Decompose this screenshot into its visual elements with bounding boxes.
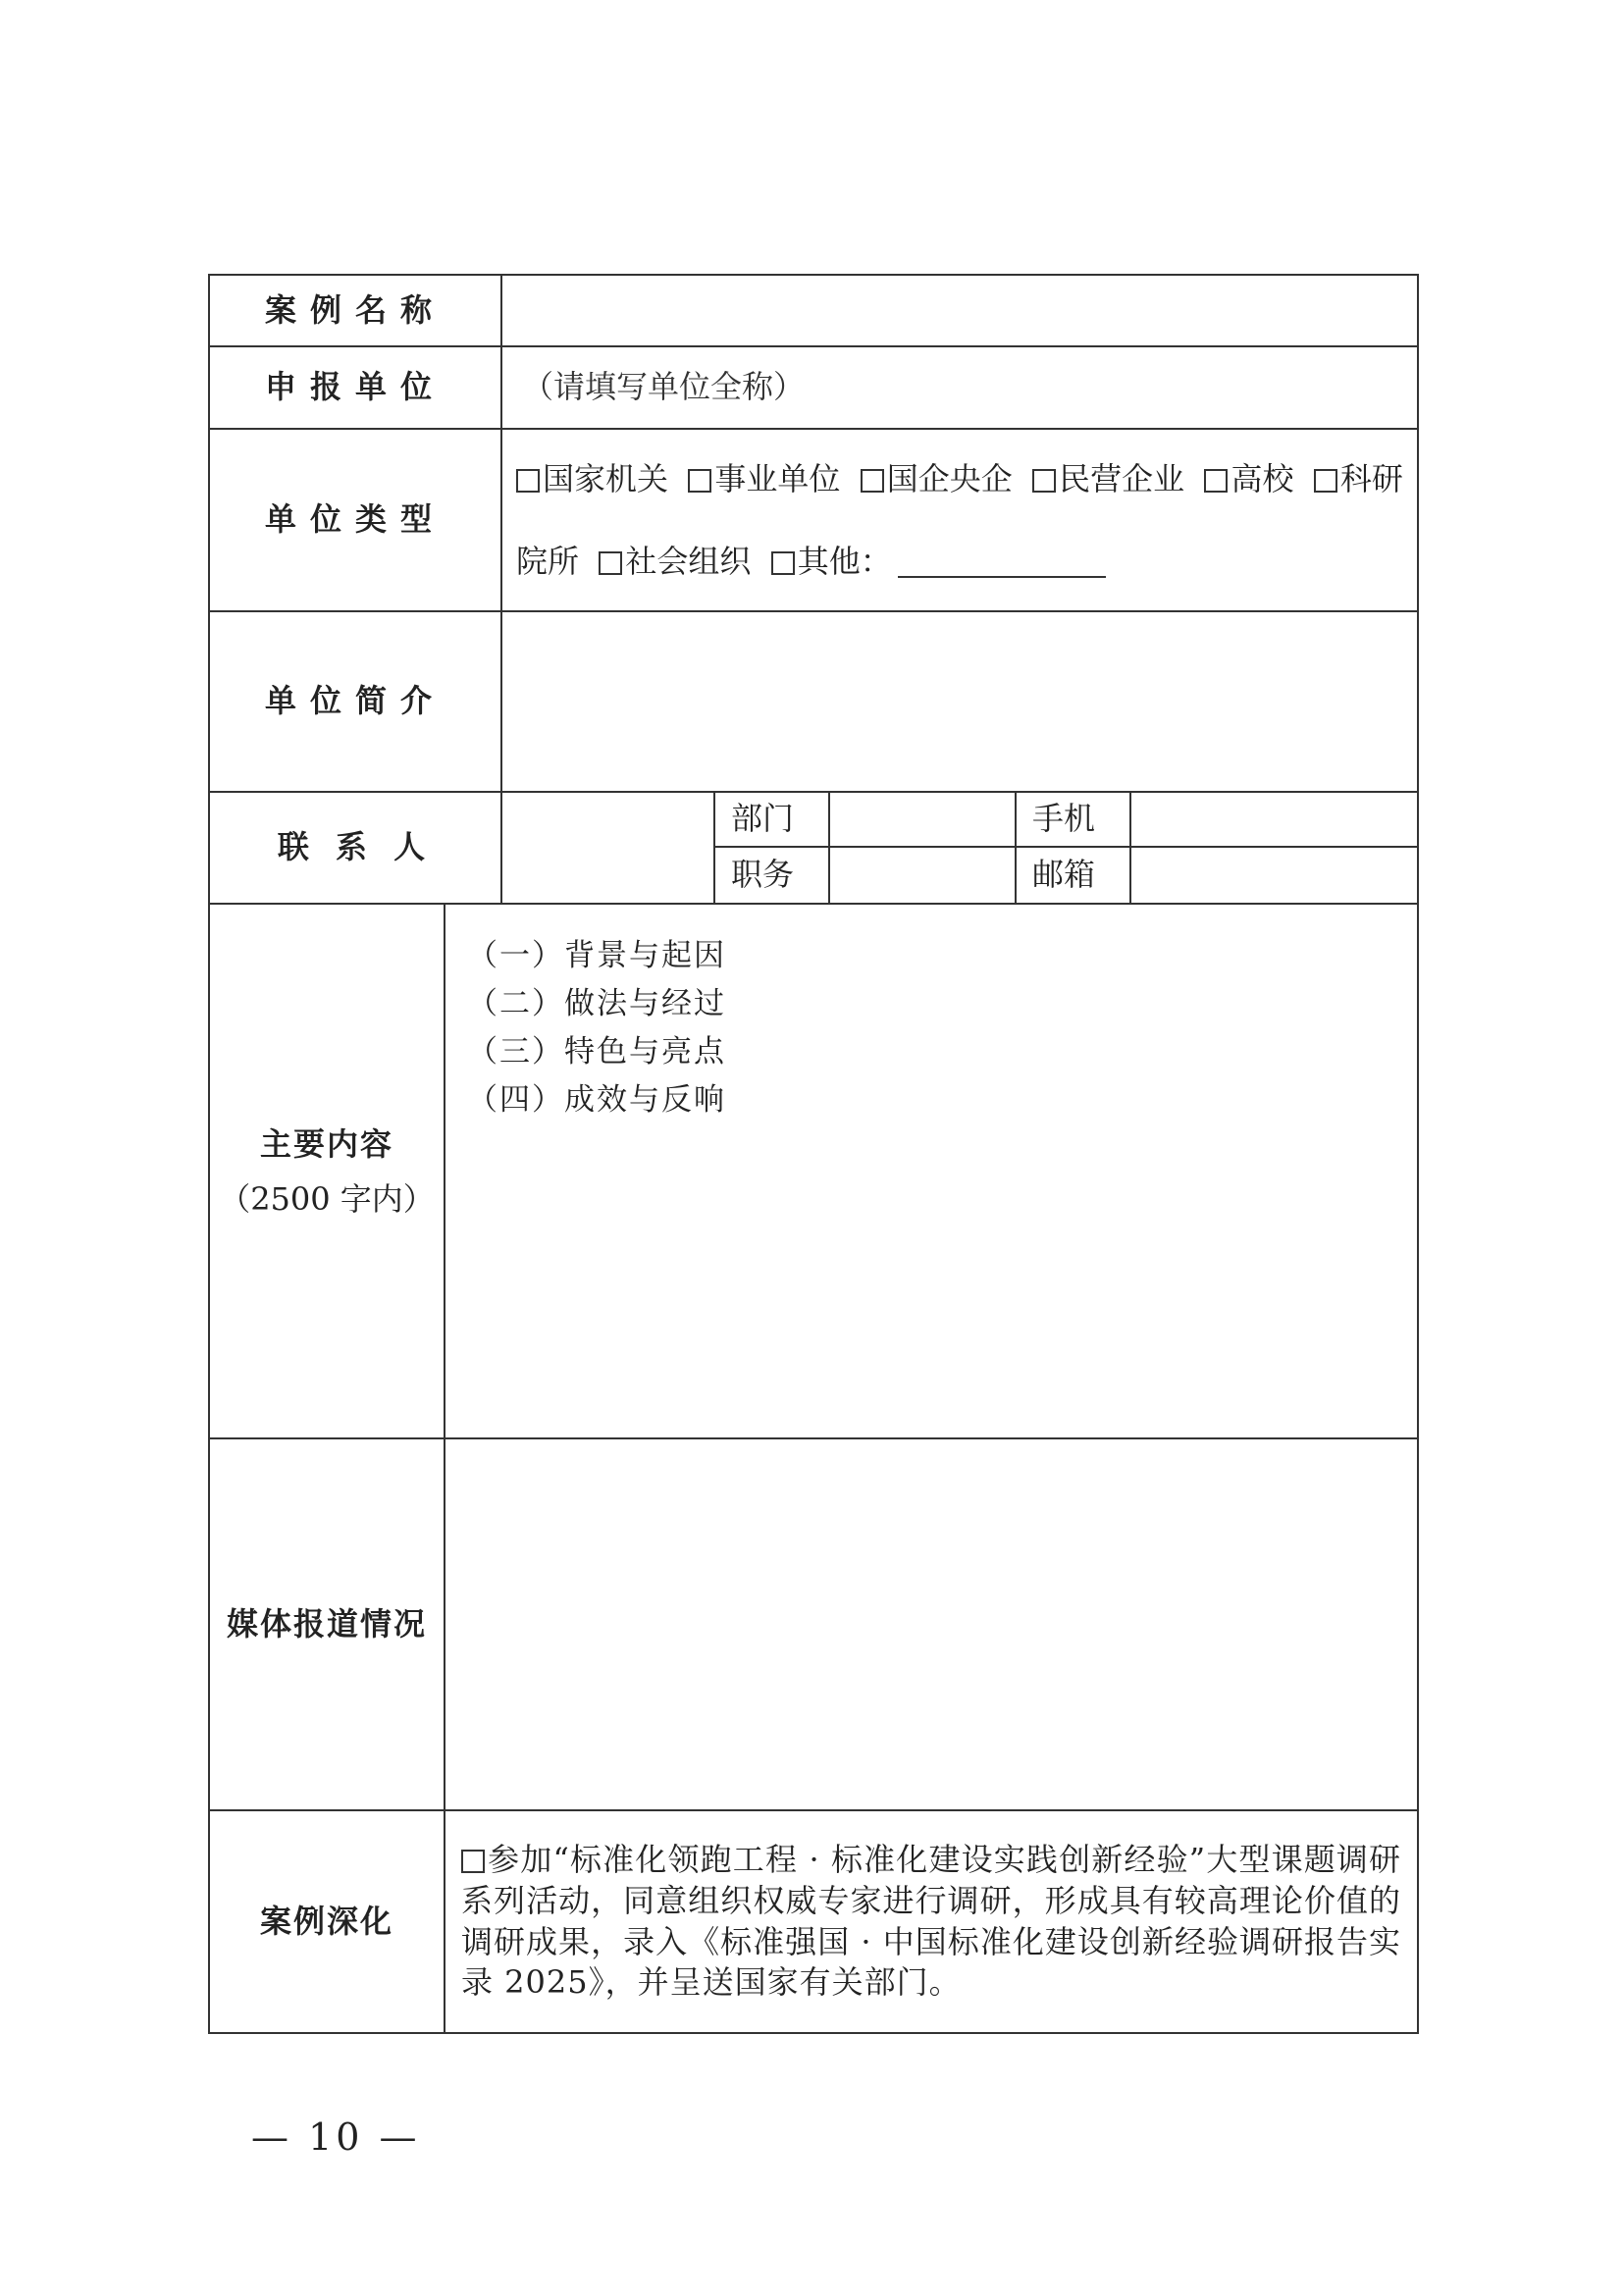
intro-field[interactable] bbox=[501, 611, 1418, 792]
unit-type-option[interactable]: 科研院所 bbox=[516, 460, 1403, 580]
checkbox-icon[interactable] bbox=[599, 551, 622, 575]
department-label: 部门 bbox=[714, 792, 829, 847]
checkbox-icon[interactable] bbox=[688, 469, 711, 493]
unit-type-option[interactable]: 民营企业 bbox=[1032, 460, 1184, 497]
position-field[interactable] bbox=[829, 847, 1016, 904]
application-form-table bbox=[208, 274, 1419, 2034]
case-name-field[interactable] bbox=[501, 275, 1418, 346]
outline-item: （二）做法与经过 bbox=[467, 986, 726, 1021]
unit-type-option[interactable]: 国家机关 bbox=[516, 460, 668, 497]
content-field[interactable] bbox=[445, 904, 1418, 1438]
row-media bbox=[209, 1438, 1418, 1810]
row-contact-1 bbox=[209, 792, 1418, 847]
outline-item: （一）背景与起因 bbox=[467, 938, 726, 973]
department-field[interactable] bbox=[829, 792, 1016, 847]
email-field[interactable] bbox=[1130, 847, 1418, 904]
outline-item: （三）特色与亮点 bbox=[467, 1034, 726, 1070]
row-deepening bbox=[209, 1810, 1418, 2033]
case-name-label: 案例名称 bbox=[209, 275, 501, 346]
unit-type-option[interactable]: 事业单位 bbox=[688, 460, 840, 497]
other-blank-line[interactable] bbox=[898, 548, 1106, 578]
media-label: 媒体报道情况 bbox=[209, 1438, 445, 1810]
row-unit bbox=[209, 346, 1418, 429]
deepening-text: 参加“标准化领跑工程 · 标准化建设实践创新经验”大型课题调研系列活动，同意组织权威专家进行调研，形成具有较高理论价值的调研成果，录入《标准强国 · 中国标准化建设创新经验调研报告实录 2025》，并呈送国家有关部门。 bbox=[461, 1841, 1402, 2002]
intro-label: 单位简介 bbox=[209, 611, 501, 792]
checkbox-icon[interactable] bbox=[516, 469, 540, 493]
checkbox-icon[interactable] bbox=[461, 1850, 485, 1873]
contact-name-field[interactable] bbox=[501, 792, 714, 904]
mobile-label: 手机 bbox=[1016, 792, 1130, 847]
unit-label: 申报单位 bbox=[209, 346, 501, 429]
deepening-label: 案例深化 bbox=[209, 1810, 445, 2033]
checkbox-icon[interactable] bbox=[771, 551, 795, 575]
unit-type-option[interactable]: 社会组织 bbox=[599, 543, 751, 580]
checkbox-icon[interactable] bbox=[1314, 469, 1337, 493]
row-unit-intro bbox=[209, 611, 1418, 792]
checkbox-icon[interactable] bbox=[861, 469, 884, 493]
unit-hint: （请填写单位全称） bbox=[522, 368, 806, 406]
checkbox-icon[interactable] bbox=[1204, 469, 1228, 493]
position-label: 职务 bbox=[714, 847, 829, 904]
content-limit: （2500 字内） bbox=[219, 1179, 435, 1218]
unit-type-option[interactable]: 国企央企 bbox=[861, 460, 1013, 497]
email-label: 邮箱 bbox=[1016, 847, 1130, 904]
unit-type-label: 单位类型 bbox=[209, 429, 501, 611]
media-field[interactable] bbox=[445, 1438, 1418, 1810]
mobile-field[interactable] bbox=[1130, 792, 1418, 847]
row-unit-type bbox=[209, 429, 1418, 611]
page-number: — 10 — bbox=[251, 2115, 421, 2159]
row-case-name bbox=[209, 275, 1418, 346]
content-label: 主要内容 bbox=[259, 1124, 393, 1163]
row-main-content bbox=[209, 904, 1418, 1438]
checkbox-icon[interactable] bbox=[1032, 469, 1056, 493]
content-label-cell bbox=[209, 904, 445, 1438]
outline-item: （四）成效与反响 bbox=[467, 1082, 726, 1118]
contact-label: 联 系 人 bbox=[209, 792, 501, 904]
unit-type-options bbox=[501, 429, 1418, 611]
deepening-field bbox=[445, 1810, 1418, 2033]
unit-field[interactable] bbox=[501, 346, 1418, 429]
unit-type-option-other[interactable]: 其他： bbox=[771, 543, 892, 580]
unit-type-option[interactable]: 高校 bbox=[1204, 460, 1293, 497]
